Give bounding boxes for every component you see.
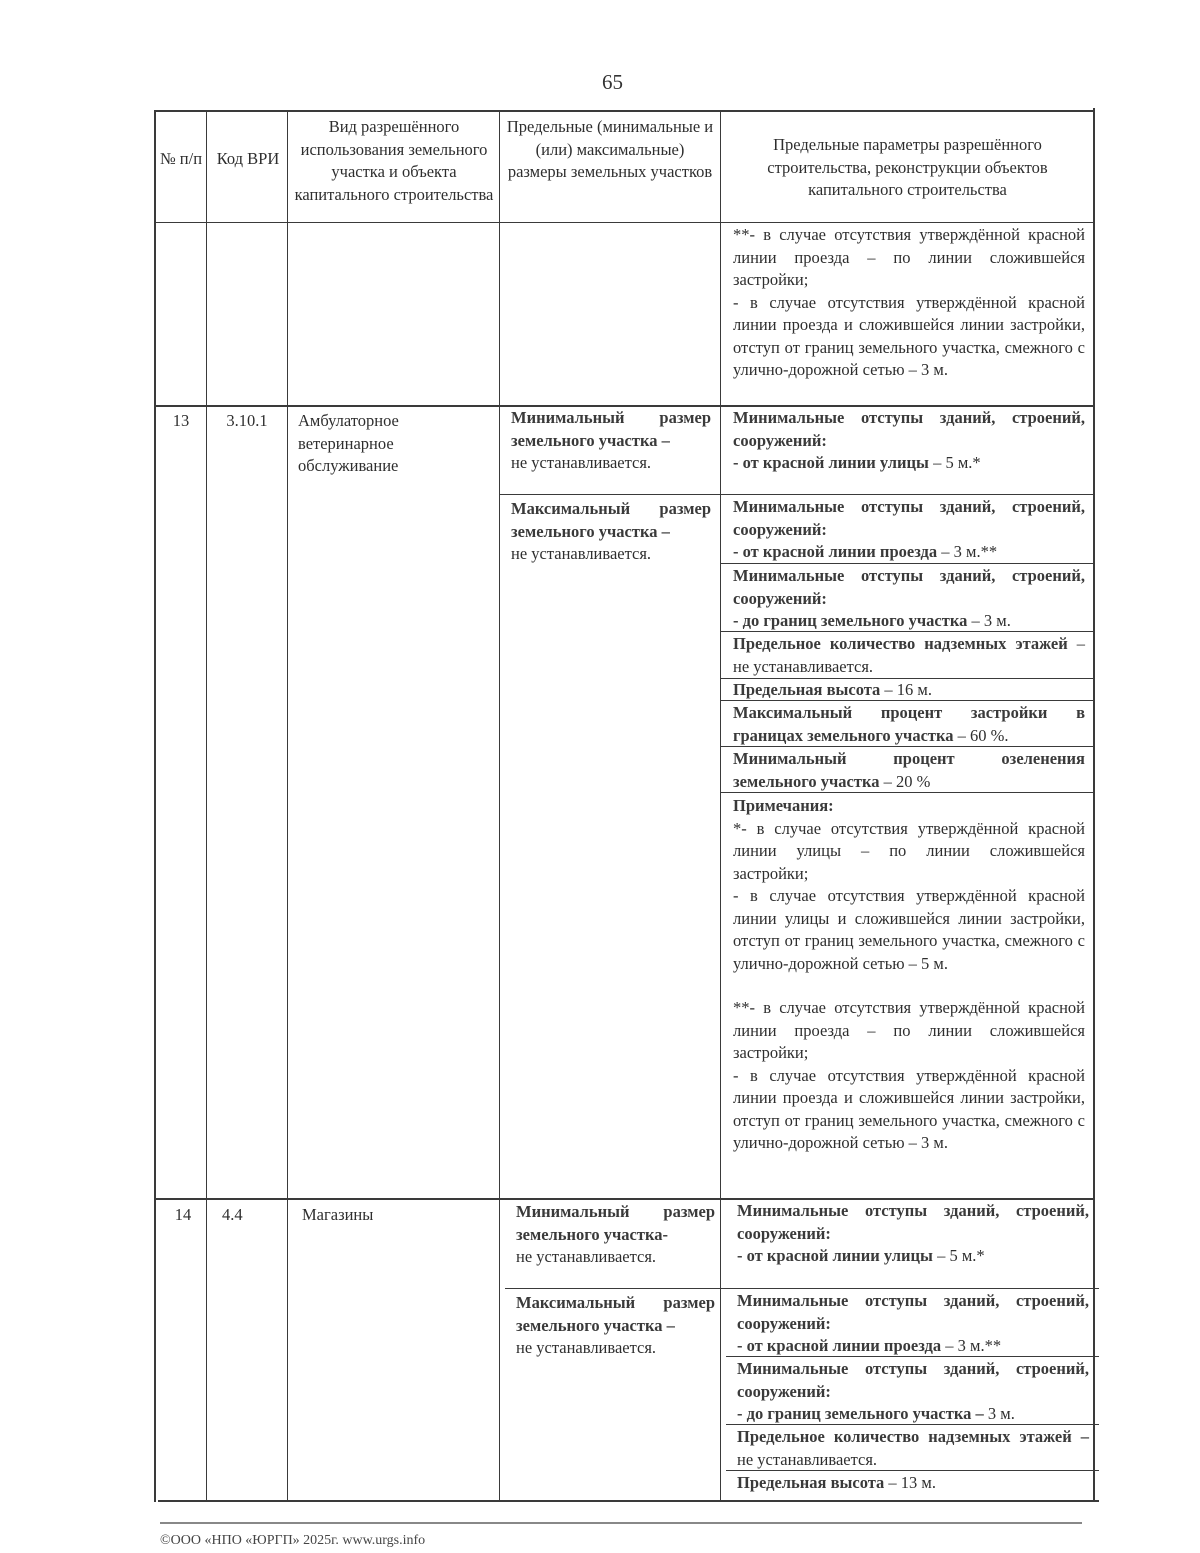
row-13-param-street [733,407,1085,475]
row-14-param-driveway [737,1290,1089,1358]
max-size-label: Максимальный размер земельного участка – [511,499,711,541]
min-size-value: не устанавливается. [511,453,652,472]
row-13-max-size [511,498,711,566]
row-13-notes [733,795,1085,1155]
note: **- в случае отсутствия утверждённой красной линии проезда – по линии сложившейся застройки; [733,998,1085,1062]
param-label: Предельное количество надземных этажей [733,634,1068,653]
param-label: Предельная высота [737,1473,885,1492]
row-13-min-size [511,407,711,475]
note: - в случае отсутствия утверждённой красной линии проезда и сложившейся линии застройки, отступ от границ земельного участка, смежного с улично-дорожной сетью – 3 м. [733,1065,1085,1152]
param-value: не устанавливается. [737,1449,878,1469]
param-sublabel: - от красной линии улицы [737,1246,933,1265]
row-13-param-floors [733,633,1085,678]
row-14-use-name: Магазины [302,1205,374,1224]
param-value: – 3 м. [967,611,1011,630]
header-number: № п/п [159,149,203,168]
param-value: – не устанавливается. [733,634,1085,676]
row-13-param-greening [733,748,1085,793]
row-13-code: 3.10.1 [226,411,268,430]
row-14-max-size [516,1292,715,1360]
row-14-code: 4.4 [222,1205,243,1224]
param-value: – 20 % [879,771,931,791]
row-13-param-boundary [733,565,1085,633]
param-label: Минимальные отступы зданий, строений, сооружений: [733,497,1085,539]
param-label: Минимальные отступы зданий, строений, сооружений: [737,1359,1089,1401]
row-14-param-floors [737,1426,1089,1471]
param-value: – 5 м.* [932,1246,985,1265]
param-value: – 3 м.** [937,542,998,561]
header-code: Код ВРИ [216,149,280,168]
max-size-label: Максимальный размер земельного участка – [516,1293,715,1335]
notes-title: Примечания: [733,796,834,815]
param-label: Минимальные отступы зданий, строений, сооружений: [733,566,1085,608]
param-value: – 3 м.** [941,1336,1002,1355]
footer-copyright: ©ООО «НПО «ЮРГП» 2025г. www.urgs.info [160,1533,426,1548]
page-number: 65 [602,70,623,94]
row-14-param-boundary [737,1358,1089,1426]
header-plot-size: Предельные (минимальные и (или) максимальные) размеры земельных участков [506,117,714,181]
row-14-param-height [737,1472,1089,1495]
continuation-notes [733,224,1085,382]
continuation-note: **- в случае отсутствия утверждённой красной линии проезда – по линии сложившейся застройки; [733,225,1085,289]
continuation-note: - в случае отсутствия утверждённой красной линии проезда и сложившейся линии застройки, отступ от границ земельного участка, смежного с улично-дорожной сетью – 3 м. [733,292,1085,379]
row-14-number: 14 [174,1205,192,1224]
param-label: Максимальный процент застройки в границах земельного участка [733,703,1085,745]
param-value: – 5 м.* [928,453,981,472]
param-label: Предельное количество надземных этажей – [737,1427,1089,1446]
row-14-param-street [737,1200,1089,1268]
param-sublabel: - от красной линии улицы [733,453,929,472]
note: *- в случае отсутствия утверждённой красной линии улицы – по линии сложившейся застройки; [733,818,1085,883]
param-label: Минимальные отступы зданий, строений, сооружений: [733,408,1085,450]
min-size-label: Минимальный размер земельного участка- [516,1202,715,1244]
max-size-value: не устанавливается. [511,544,652,563]
param-sublabel: - от красной линии проезда [737,1336,942,1355]
footer-divider [160,1522,1082,1524]
param-label: Минимальные отступы зданий, строений, сооружений: [737,1201,1089,1243]
note: - в случае отсутствия утверждённой красной линии улицы и сложившейся линии застройки, отступ от границ земельного участка, смежного с улично-дорожной сетью – 5 м. [733,886,1085,973]
max-size-value: не устанавливается. [516,1338,657,1357]
param-label: Минимальный процент озеленения земельного участка [733,749,1085,791]
row-13-number: 13 [172,411,190,430]
row-13-use-name: Амбулаторное ветеринарное обслуживание [298,411,399,475]
row-13-param-height [733,679,1085,702]
header-parameters: Предельные параметры разрешённого строительства, реконструкции объектов капитального строительства [767,135,1048,199]
param-value: 3 м. [983,1404,1015,1423]
row-13-param-driveway [733,496,1085,564]
param-sublabel: - до границ земельного участка – [737,1404,984,1423]
param-sublabel: - от красной линии проезда [733,542,938,561]
min-size-value: не устанавливается. [516,1247,657,1266]
param-value: – 16 м. [880,680,932,699]
header-use-type: Вид разрешённого использования земельного участка и объекта капитального строительства [294,117,494,204]
row-13-param-coverage [733,702,1085,747]
param-sublabel: - до границ земельного участка [733,611,968,630]
param-label: Минимальные отступы зданий, строений, сооружений: [737,1291,1089,1333]
param-value: – 13 м. [884,1473,936,1492]
row-14-min-size [516,1201,715,1269]
min-size-label: Минимальный размер земельного участка – [511,408,711,450]
param-value: – 60 %. [953,725,1009,745]
param-label: Предельная высота [733,680,881,699]
